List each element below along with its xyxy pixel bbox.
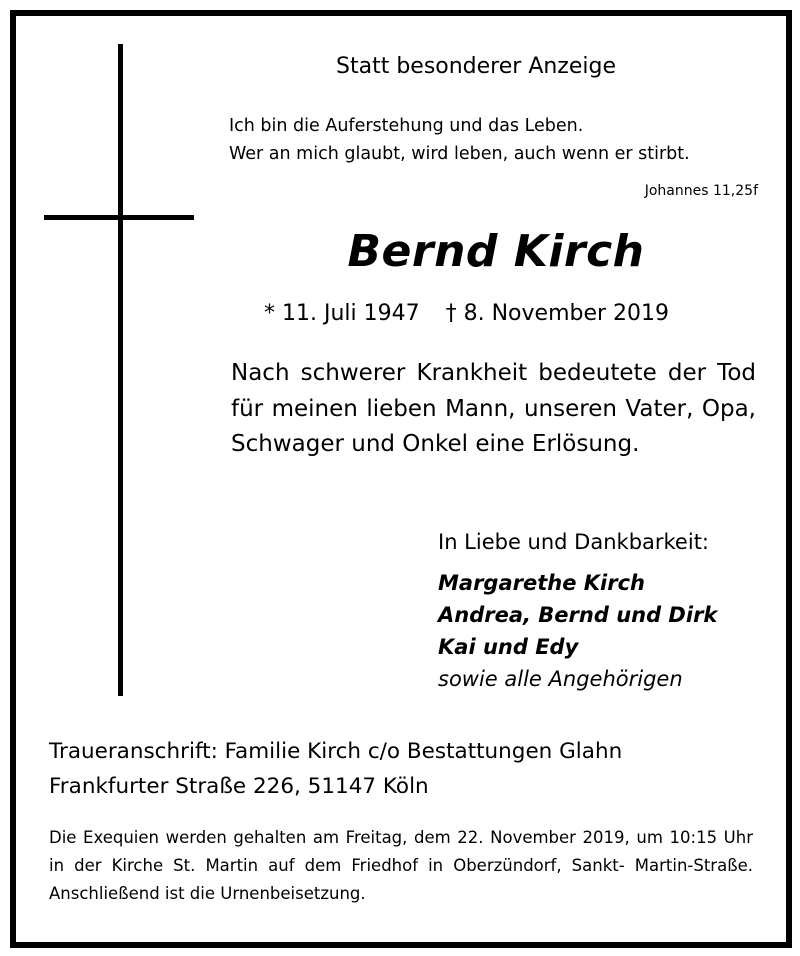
mourner-name: Kai und Edy	[438, 635, 579, 659]
mourner-name: Margarethe Kirch	[438, 571, 645, 595]
service-info: Die Exequien werden gehalten am Freitag, dem 22. November 2019, um 10:15 Uhr in der Kirche St. Martin auf dem Friedhof in Oberzündorf, Sankt- Martin-Straße. Anschließend ist die Urnenbeisetzung.	[49, 828, 753, 903]
deceased-name: Bernd Kirch	[347, 226, 645, 277]
birth-date: * 11. Juli 1947	[264, 301, 420, 326]
closing-line: In Liebe und Dankbarkeit:	[438, 530, 710, 554]
message-text: Nach schwerer Krankheit bedeutete der Tod für meinen lieben Mann, unseren Vater, Opa, Schwager und Onkel eine Erlösung.	[231, 360, 756, 457]
verse-line: Ich bin die Auferstehung und das Leben.	[229, 116, 584, 136]
life-dates	[264, 301, 669, 326]
cross-icon	[118, 44, 123, 696]
mourner-name: Andrea, Bernd und Dirk	[438, 603, 718, 627]
bible-verse	[229, 112, 690, 168]
mourning-address	[49, 734, 622, 804]
address-line: Traueranschrift: Familie Kirch c/o Bestattungen Glahn	[49, 739, 623, 764]
mourners-extra: sowie alle Angehörigen	[438, 667, 683, 691]
address-line: Frankfurter Straße 226, 51147 Köln	[49, 774, 429, 799]
obituary-frame	[10, 10, 792, 948]
verse-line: Wer an mich glaubt, wird leben, auch wenn er stirbt.	[229, 144, 690, 164]
cross-icon-bar	[44, 215, 194, 220]
heading: Statt besonderer Anzeige	[336, 54, 617, 79]
death-date: † 8. November 2019	[445, 301, 670, 326]
mourners-list	[438, 567, 717, 695]
verse-reference: Johannes 11,25f	[644, 183, 758, 199]
